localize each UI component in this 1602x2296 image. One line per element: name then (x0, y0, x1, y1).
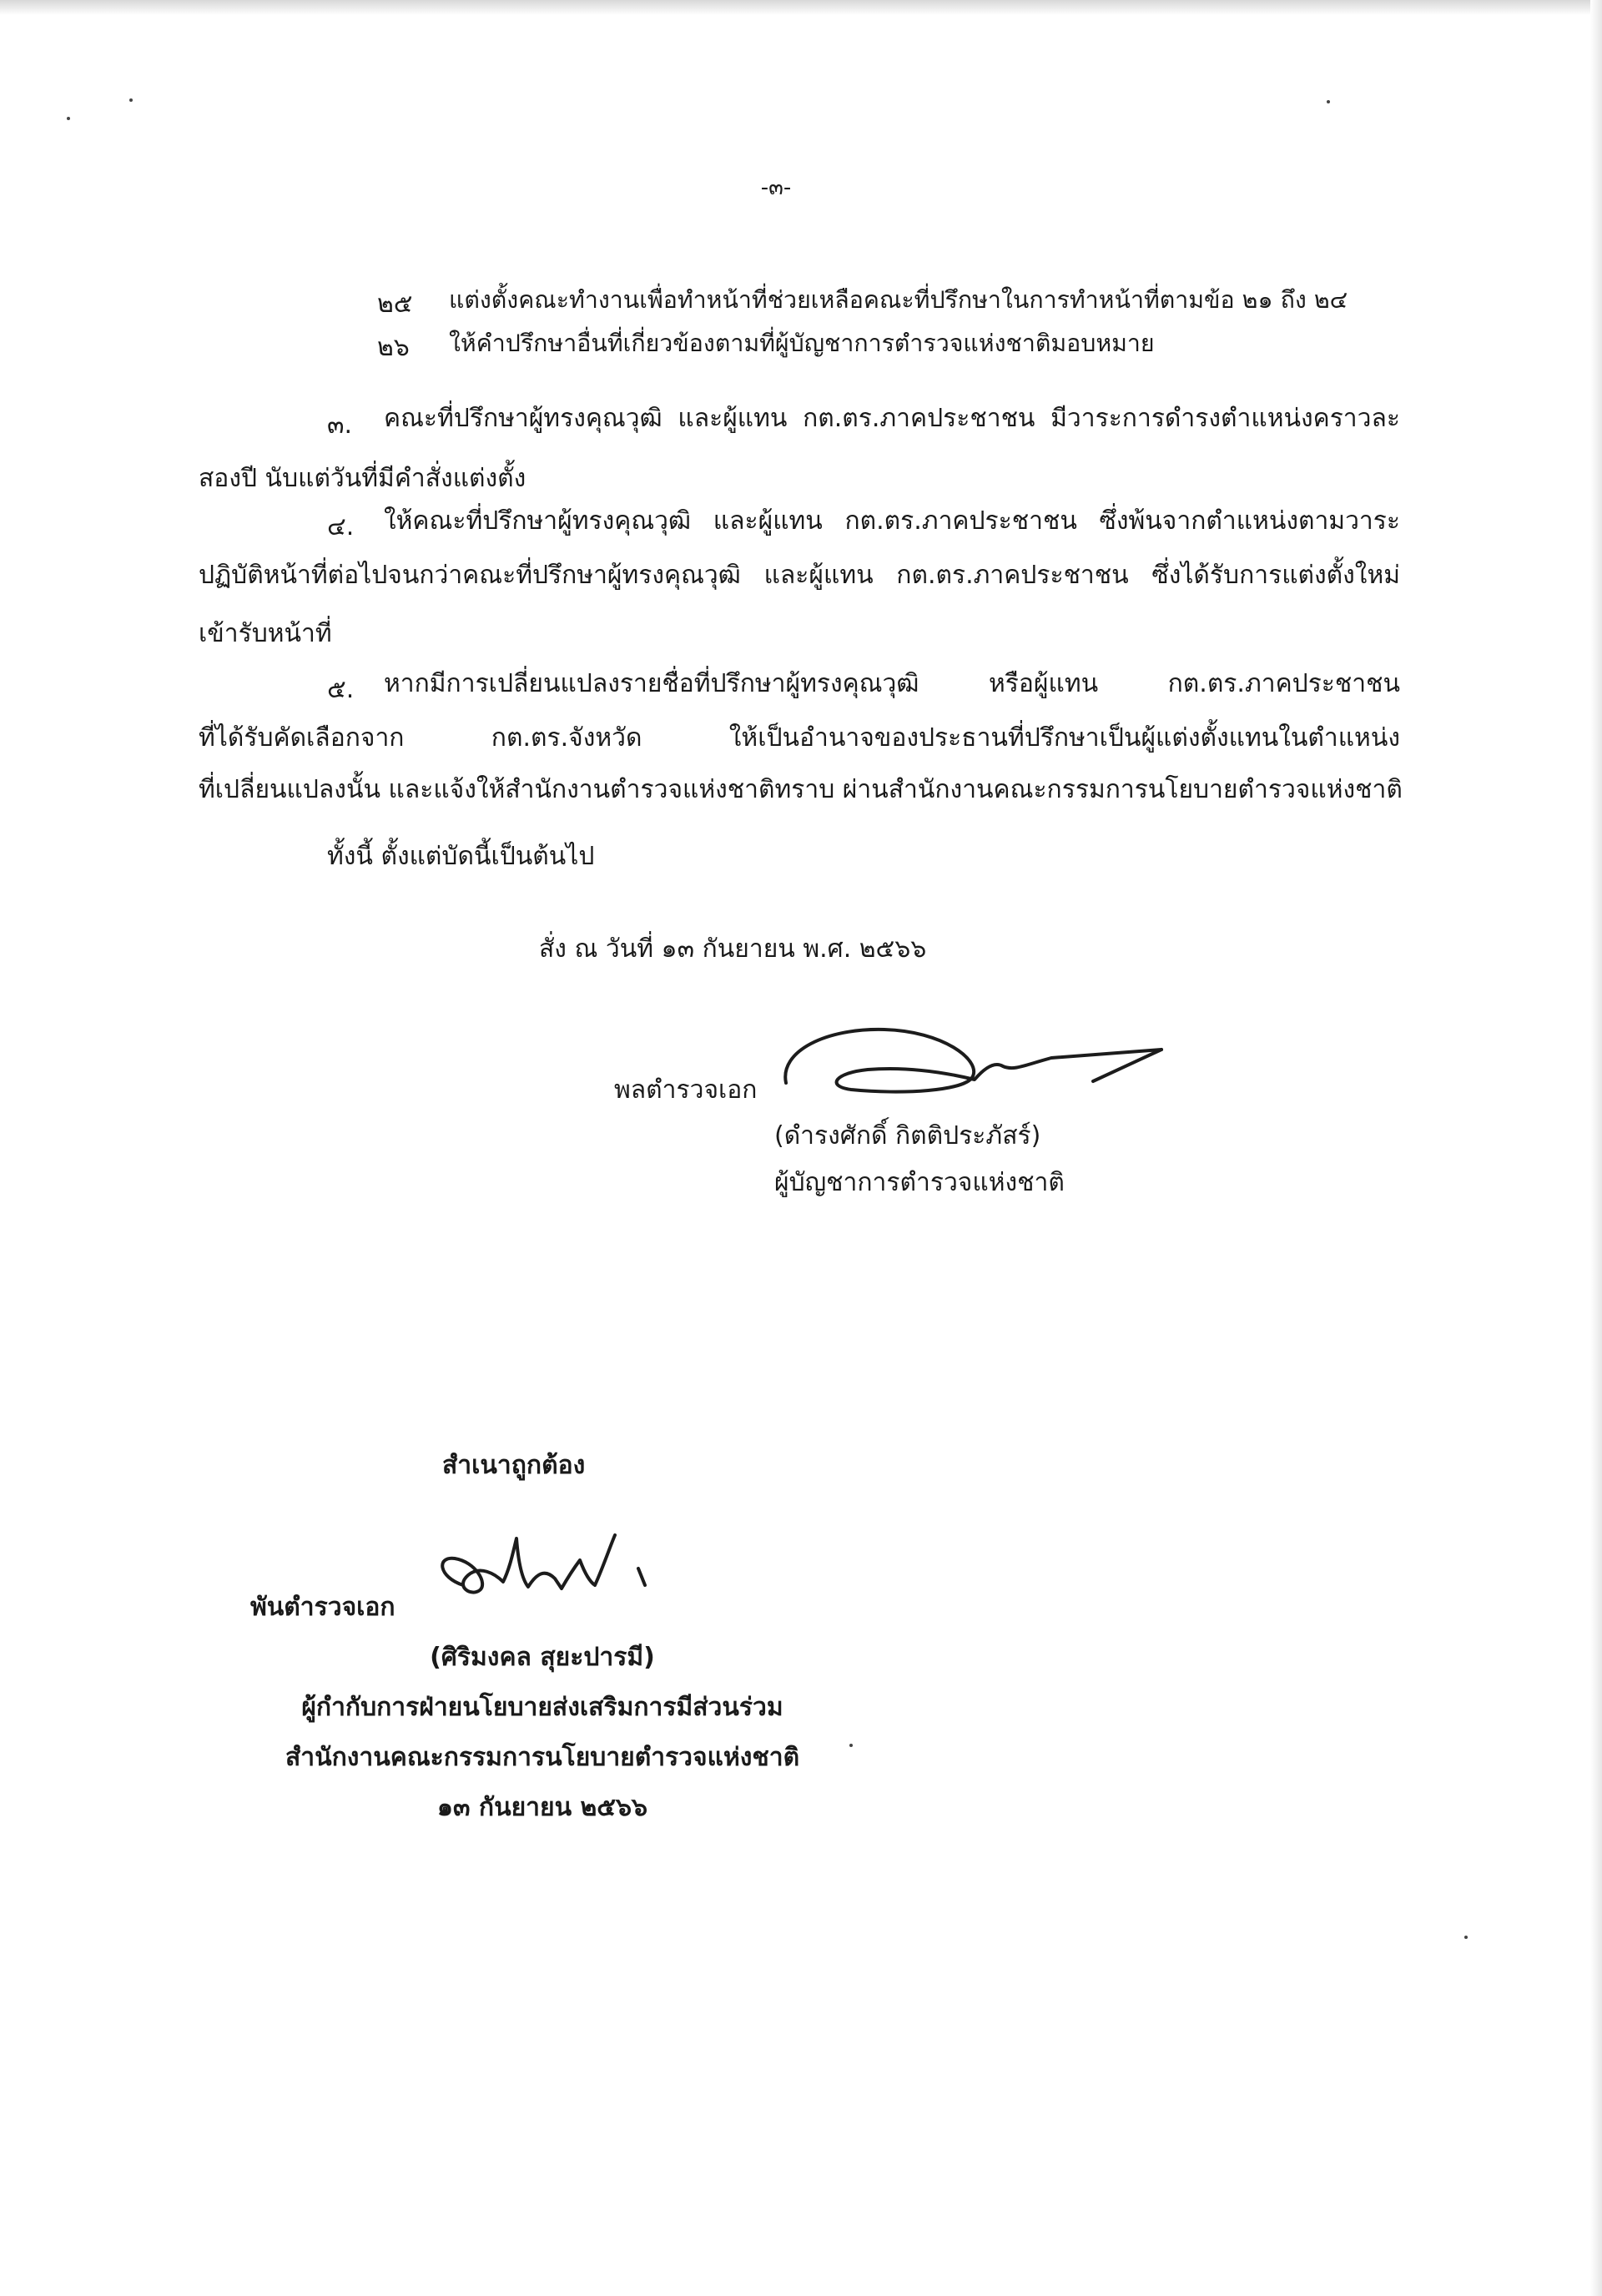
scan-speck (1327, 100, 1330, 103)
scan-shadow-edge (1590, 0, 1602, 2296)
effective-statement: ทั้งนี้ ตั้งแต่บัดนี้เป็นต้นไป (327, 842, 595, 871)
signatory-rank: พลตำรวจเอก (614, 1075, 758, 1105)
item-number-25: ๒๕ (377, 290, 413, 319)
clause-3-line-1: คณะที่ปรึกษาผู้ทรงคุณวุฒิ และผู้แทน กต.ตร.ภาคประชาชน มีวาระการดำรงตำแหน่งคราวละ (384, 404, 1400, 433)
certifier-position-line-1: ผู้กำกับการฝ่ายนโยบายส่งเสริมการมีส่วนร่วม (301, 1693, 783, 1722)
clause-4-line-1: ให้คณะที่ปรึกษาผู้ทรงคุณวุฒิ และผู้แทน กต.ตร.ภาคประชาชน ซึ่งพ้นจากตำแหน่งตามวาระ (384, 506, 1400, 536)
order-date: สั่ง ณ วันที่ ๑๓ กันยายน พ.ศ. ๒๕๖๖ (539, 934, 927, 964)
page-number: -๓- (760, 175, 792, 200)
clause-4-line-2: ปฏิบัติหน้าที่ต่อไปจนกว่าคณะที่ปรึกษาผู้ทรงคุณวุฒิ และผู้แทน กต.ตร.ภาคประชาชน ซึ่งได้รับการแต่งตั้งใหม่ (199, 561, 1400, 590)
clause-5-line-3: ที่เปลี่ยนแปลงนั้น และแจ้งให้สำนักงานตำรวจแห่งชาติทราบ ผ่านสำนักงานคณะกรรมการนโยบายตำรวจแห่งชาติ (199, 775, 1403, 804)
signatory-name: (ดำรงศักดิ์ กิตติประภัสร์) (774, 1121, 1041, 1151)
commissioner-signature (776, 1018, 1168, 1110)
clause-number-5: ๕. (327, 675, 355, 704)
scan-speck (849, 1744, 853, 1747)
certifier-name: (ศิริมงคล สุยะปารมี) (430, 1643, 655, 1672)
item-number-26: ๒๖ (377, 333, 410, 362)
certifier-signature (430, 1527, 680, 1610)
scan-speck (1464, 1936, 1468, 1939)
signatory-position: ผู้บัญชาการตำรวจแห่งชาติ (774, 1168, 1065, 1197)
clause-5-line-1: หากมีการเปลี่ยนแปลงรายชื่อที่ปรึกษาผู้ทรงคุณวุฒิ หรือผู้แทน กต.ตร.ภาคประชาชน (384, 669, 1400, 698)
clause-5-line-2: ที่ได้รับคัดเลือกจาก กต.ตร.จังหวัด ให้เป็นอำนาจของประธานที่ปรึกษาเป็นผู้แต่งตั้งแทนในตำแหน่ง (199, 723, 1400, 753)
certifier-rank: พันตำรวจเอก (250, 1593, 395, 1622)
certified-copy-label: สำเนาถูกต้อง (442, 1451, 586, 1480)
scan-speck (129, 98, 133, 102)
certifier-position-line-2: สำนักงานคณะกรรมการนโยบายตำรวจแห่งชาติ (285, 1743, 800, 1772)
scan-shadow-top (0, 0, 1602, 15)
item-text-25: แต่งตั้งคณะทำงานเพื่อทำหน้าที่ช่วยเหลือคณะที่ปรึกษาในการทำหน้าที่ตามข้อ ๒๑ ถึง ๒๔ (449, 286, 1348, 314)
clause-3-line-2: สองปี นับแต่วันที่มีคำสั่งแต่งตั้ง (199, 464, 526, 493)
clause-4-line-3: เข้ารับหน้าที่ (199, 619, 332, 648)
certification-date: ๑๓ กันยายน ๒๕๖๖ (436, 1793, 648, 1822)
item-text-26: ให้คำปรึกษาอื่นที่เกี่ยวข้องตามที่ผู้บัญชาการตำรวจแห่งชาติมอบหมาย (449, 330, 1155, 357)
clause-number-3: ๓. (327, 410, 353, 440)
clause-number-4: ๔. (327, 512, 355, 541)
scan-speck (67, 117, 70, 120)
